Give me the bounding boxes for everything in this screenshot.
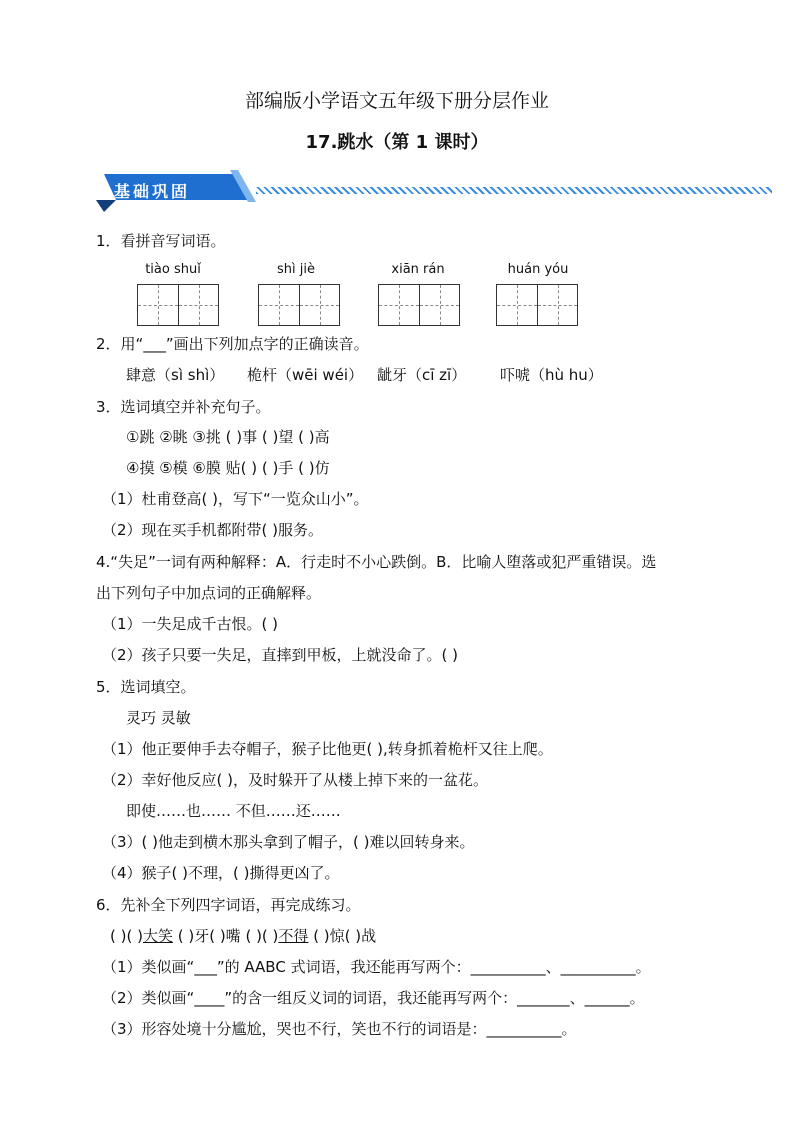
question-3-row-1: ①跳 ②眺 ③挑 ( )事 ( )望 ( )高 [126, 428, 330, 446]
idiom-blanks-2: ( )牙( )嘴 ( )( ) [172, 927, 279, 945]
pinyin-4: huán yóu [507, 262, 569, 277]
writing-grid-4[interactable] [496, 284, 578, 326]
question-3-row-2: ④摸 ⑤模 ⑥膜 贴( ) ( )手 ( )仿 [126, 459, 330, 477]
question-6-stem: 6．先补全下列四字词语，再完成练习。 [96, 896, 361, 914]
question-4-sentence-2: （2）孩子只要一失足，直摔到甲板，上就没命了。( ) [102, 646, 459, 664]
question-6-task-3: （3）形容处境十分尴尬，哭也不行，笑也不行的词语是：__________。 [102, 1020, 577, 1038]
reading-item-1: 肆意（sì shì） [126, 366, 225, 384]
section-banner-label: 基础巩固 [114, 182, 191, 201]
question-2-stem: 2．用“___”画出下列加点字的正确读音。 [96, 335, 369, 353]
question-1-stem: 1．看拼音写词语。 [96, 232, 226, 250]
idiom-underlined-2: 不得 [278, 927, 309, 945]
reading-item-4: 吓唬（hù hu） [500, 366, 603, 384]
question-3-sentence-2: （2）现在买手机都附带( )服务。 [102, 521, 324, 539]
question-5-sentence-1: （1）他正要伸手去夺帽子，猴子比他更( ),转身抓着桅杆又往上爬。 [102, 740, 553, 758]
question-3-sentence-1: （1）杜甫登高( )，写下“一览众山小”。 [102, 490, 369, 508]
question-3-stem: 3．选词填空并补充句子。 [96, 398, 271, 416]
question-6-task-2: （2）类似画“____”的含一组反义词的词语，我还能再写两个：_______、______。 [102, 989, 645, 1007]
question-5-sentence-3: （3）( )他走到横木那头拿到了帽子，( )难以回转身来。 [102, 833, 475, 851]
idiom-blanks-1: ( )( ) [110, 927, 143, 945]
reading-item-2: 桅杆（wēi wéi） [247, 366, 364, 384]
worksheet-title: 部编版小学语文五年级下册分层作业 [244, 90, 549, 112]
pinyin-2: shì jiè [277, 262, 315, 277]
word-choices-1: 灵巧 灵敏 [126, 709, 191, 727]
question-5-sentence-2: （2）幸好他反应( )，及时躲开了从楼上掉下来的一盆花。 [102, 771, 489, 789]
writing-grid-1[interactable] [137, 284, 219, 326]
pinyin-3: xiān rán [391, 262, 445, 277]
question-5-sentence-4: （4）猴子( )不理，( )撕得更凶了。 [102, 864, 340, 882]
question-5-stem: 5．选词填空。 [96, 678, 196, 696]
question-6-task-1: （1）类似画“___”的 AABC 式词语，我还能再写两个：__________、__________。 [102, 958, 651, 976]
idiom-blanks-3: ( )惊( )战 [308, 927, 377, 945]
question-4-sentence-1: （1）一失足成千古恨。( ) [102, 615, 279, 633]
writing-grid-2[interactable] [258, 284, 340, 326]
idiom-underlined-1: 大笑 [142, 927, 173, 945]
banner-stripe [256, 187, 772, 194]
pinyin-1: tiào shuǐ [145, 262, 201, 277]
question-4-stem-line-1: 4.“失足”一词有两种解释：A．行走时不小心跌倒。B．比喻人堕落或犯严重错误。选 [96, 553, 657, 571]
writing-grid-3[interactable] [378, 284, 460, 326]
reading-item-3: 龇牙（cī zī） [377, 366, 467, 384]
idiom-row [110, 925, 376, 946]
word-choices-2: 即使……也…… 不但……还…… [126, 802, 341, 820]
section-banner [96, 170, 696, 212]
question-4-stem-line-2: 出下列句子中加点词的正确解释。 [96, 584, 322, 602]
lesson-title: 17.跳水（第 1 课时） [305, 132, 489, 153]
